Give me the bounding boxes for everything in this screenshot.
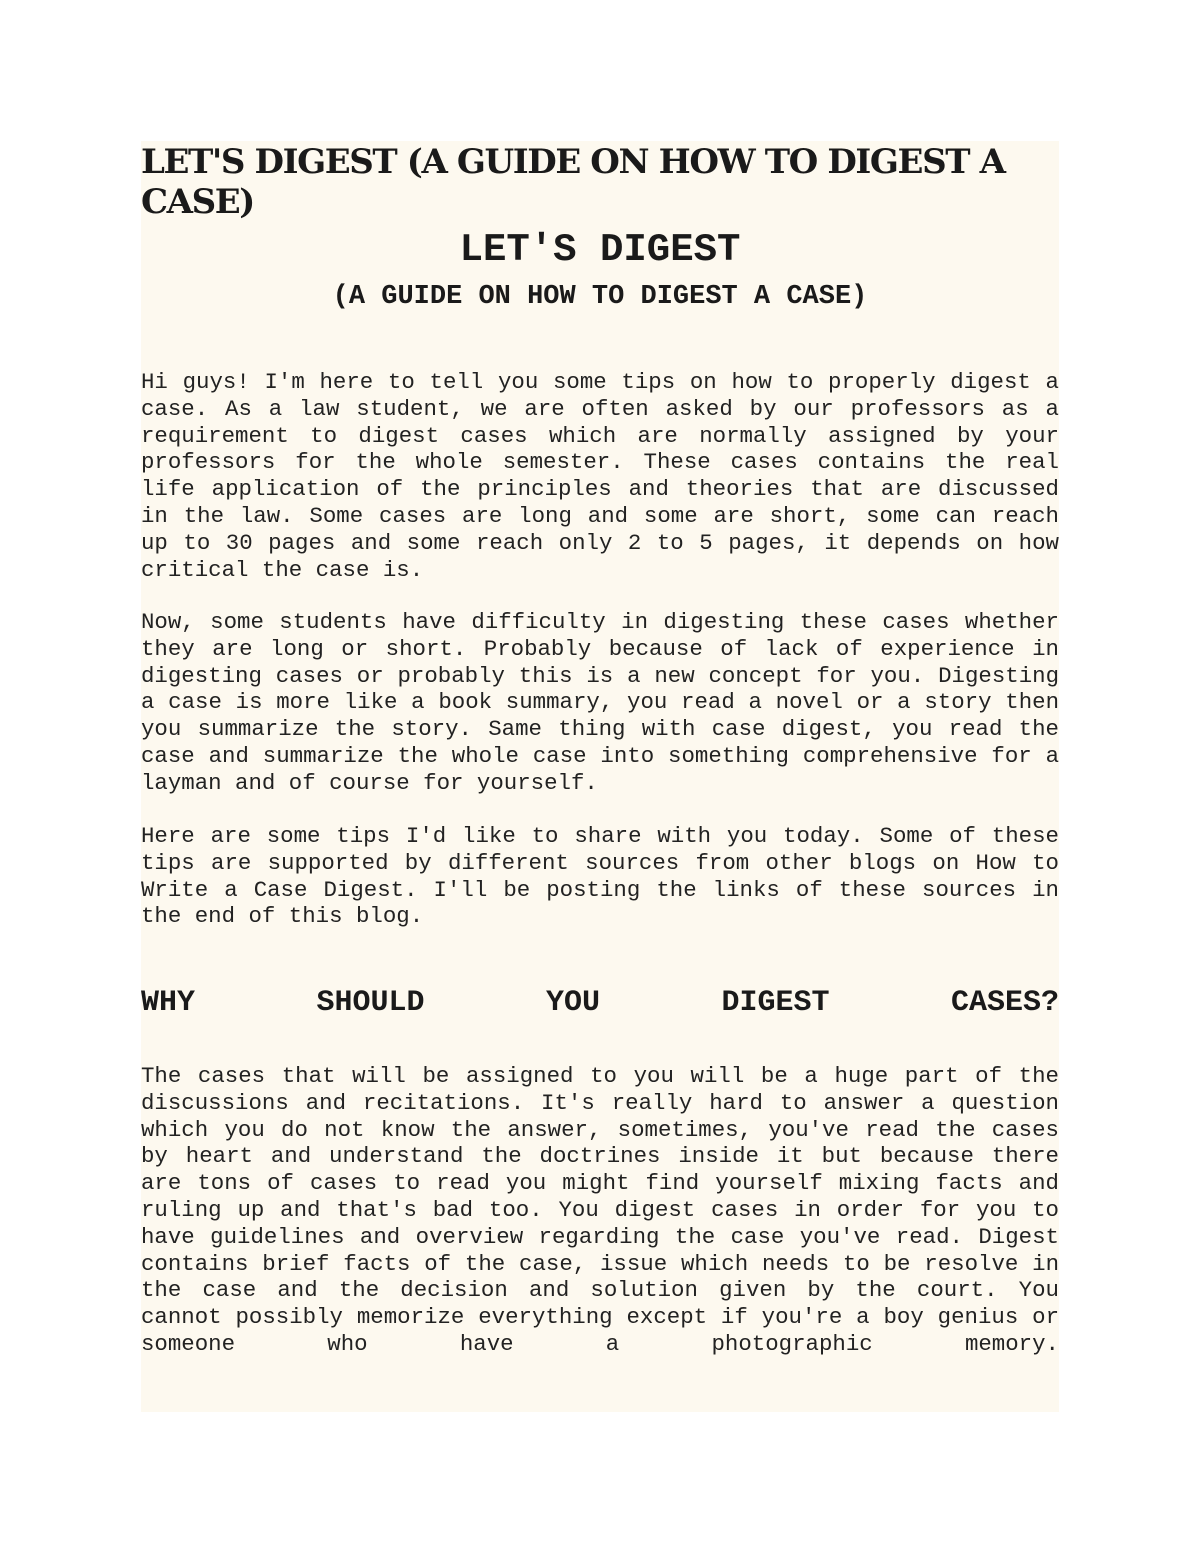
- section-heading: WHY SHOULD YOU DIGEST CASES?: [141, 986, 1059, 1020]
- section-paragraph: The cases that will be assigned to you will be a huge part of the discussions and recitations. It's really hard to answer a question which you do not know the answer, sometimes, you've read the cases by heart and understand the doctrines inside it but because there are tons of cases to read you might find yourself mixing facts and ruling up and that's bad too. You digest cases in order for you to have guidelines and overview regarding the case you've read. Digest contains brief facts of the case, issue which needs to be resolve in the case and the decision and solution given by the court. You cannot possibly memorize everything except if you're a boy genius or someone who have a photographic memory.: [141, 1063, 1059, 1357]
- document-title: LET'S DIGEST (A GUIDE ON HOW TO DIGEST A CASE): [141, 142, 1005, 222]
- article-subheading: (A GUIDE ON HOW TO DIGEST A CASE): [332, 282, 868, 312]
- intro-paragraph: Hi guys! I'm here to tell you some tips on how to properly digest a case. As a law student, we are often asked by our professors as a requirement to digest cases which are normally assigned by your professors for the whole semester. These cases contains the real life application of the principles and theories that are discussed in the law. Some cases are long and some are short, some can reach up to 30 pages and some reach only 2 to 5 pages, it depends on how critical the case is.: [141, 369, 1059, 583]
- difficulty-paragraph: Now, some students have difficulty in digesting these cases whether they are long or short. Probably because of lack of experience in digesting cases or probably this is a new concept for you. Digesting a case is more like a book summary, you read a novel or a story then you summarize the story. Same thing with case digest, you read the case and summarize the whole case into something comprehensive for a layman and of course for yourself.: [141, 609, 1059, 796]
- tips-paragraph: Here are some tips I'd like to share with you today. Some of these tips are supported by different sources from other blogs on How to Write a Case Digest. I'll be posting the links of these sources in the end of this blog.: [141, 823, 1059, 930]
- article-heading: LET'S DIGEST: [459, 228, 741, 272]
